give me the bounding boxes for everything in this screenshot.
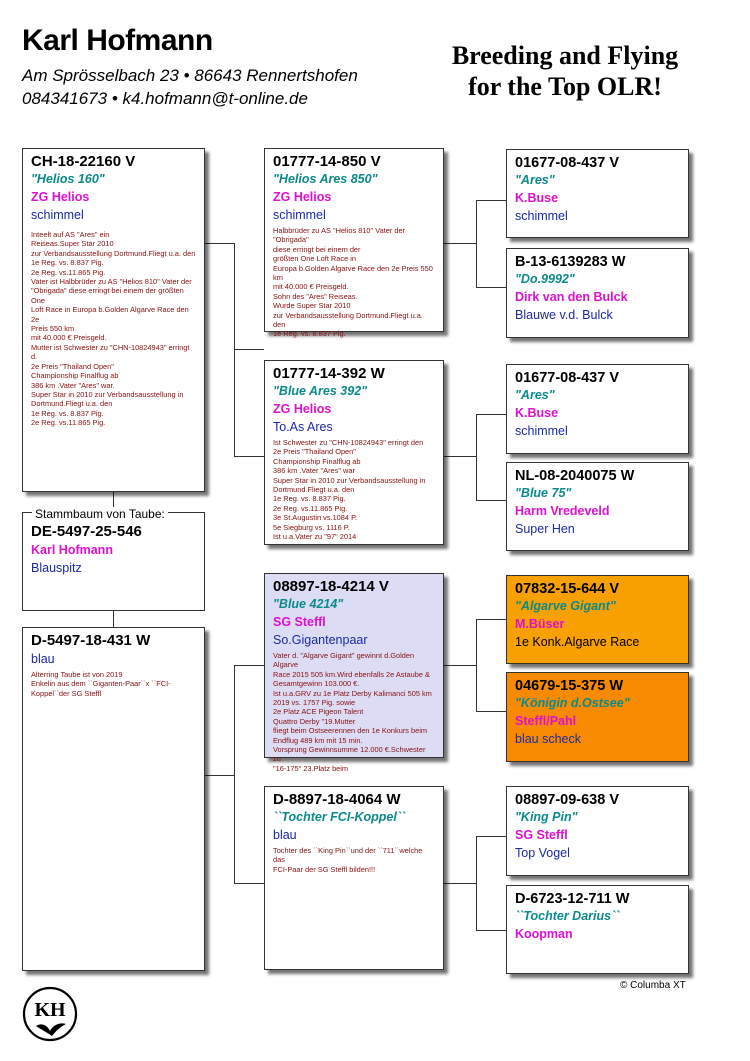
ffm-card[interactable] — [506, 248, 689, 338]
connector — [234, 665, 235, 884]
connector — [444, 243, 477, 244]
mmf-ring: 08897-09-638 V — [515, 792, 619, 808]
father-info: Inteelt auf AS "Ares" ein Reiseas.Super Star 2010 zur Verbandsausstellung Dortmund.Fliegt u.a. den 1e Reg. vs. 8.837 Pig. 2e Reg. vs.11.865 Pig. Vater ist Halbbrüder zu AS "Helios 810" Vater der "Obrigada" diese erringt bei einem der größten One Loft Race in Europa b.Golden Algarve Race den 2e Preis 550 km mit 40.000 € Preisgeld. Mutter ist Schwester zu "CHN-10824943" erringt d. 2e Preis "Thailand Open" Championship Finalflug ab 386 km .Vater "Ares" war. Super Star in 2010 zur Verbandsausstellung in Dortmund.Fliegt u.a. den 1e Reg. vs. 8.837 Pig. 2e Reg. vs.11.865 Pig. — [31, 230, 196, 428]
fm-color: To.As Ares — [273, 420, 333, 434]
mf-ring: 08897-18-4214 V — [273, 578, 389, 595]
mf-breeder: SG Steffl — [273, 615, 326, 629]
subject-color: Blauspitz — [31, 561, 82, 575]
mff-color: 1e Konk.Algarve Race — [515, 635, 640, 649]
fmm-ring: NL-08-2040075 W — [515, 468, 635, 484]
fff-breeder: K.Buse — [515, 191, 559, 205]
fmf-card[interactable] — [506, 364, 689, 454]
owner-name: Karl Hofmann — [22, 24, 213, 57]
mmm-ring: D-6723-12-711 W — [515, 891, 630, 907]
connector — [234, 243, 235, 457]
connector — [476, 414, 477, 501]
mfm-color: blau scheck — [515, 732, 582, 746]
fmf-color: schimmel — [515, 424, 568, 438]
ffm-ring: B-13-6139283 W — [515, 254, 626, 270]
logo-text: KH — [34, 999, 66, 1021]
owner-address: Am Sprösselbach 23 • 86643 Rennertshofen — [22, 66, 358, 85]
mother-card[interactable] — [22, 627, 205, 971]
mmf-card[interactable] — [506, 786, 689, 876]
fmf-breeder: K.Buse — [515, 406, 559, 420]
mother-ring: D-5497-18-431 W — [31, 632, 151, 649]
mf-info: Vater d. "Algarve Gigant" gewinnt d.Golden Algarve Race 2015 505 km.Wird ebenfalls 2e Astaube & Gesamtgewinn 103.000 €. Ist u.a.GRV zu 1e Platz Derby Kalimanci 505 km 2019 vs. 1757 Pig. sowie 2e Platz ACE Pigeon Talent Quattro Derby "19.Mutter fliegt beim Ostseerennen den 1e Konkurs beim Endflug 489 km mit 15 min. Vorsprung Gewinnsumme 12.000 €.Schwester zu "16-175" 23.Platz beim — [273, 651, 432, 773]
connector — [234, 349, 264, 350]
ffm-color: Blauwe v.d. Bulck — [515, 308, 613, 322]
mf-color: So.Gigantenpaar — [273, 633, 368, 647]
connector — [476, 619, 506, 620]
connector — [476, 200, 506, 201]
mmm-card[interactable] — [506, 885, 689, 974]
ff-name: "Helios Ares 850" — [273, 172, 378, 186]
fmm-card[interactable] — [506, 462, 689, 551]
ff-card[interactable] — [264, 148, 444, 339]
ff-breeder: ZG Helios — [273, 190, 332, 204]
father-card[interactable] — [22, 148, 205, 492]
mmm-name: ``Tochter Darius`` — [515, 909, 620, 923]
connector — [476, 200, 477, 288]
mff-breeder: M.Büser — [515, 617, 565, 631]
fff-color: schimmel — [515, 209, 568, 223]
fff-card[interactable] — [506, 149, 689, 238]
fmm-breeder: Harm Vredeveld — [515, 504, 610, 518]
connector — [234, 883, 264, 884]
mm-card[interactable] — [264, 786, 444, 970]
kh-logo-icon — [22, 986, 78, 1042]
mother-color: blau — [31, 652, 55, 666]
father-breeder: ZG Helios — [31, 190, 90, 204]
mmm-breeder: Koopman — [515, 927, 573, 941]
mmf-name: "King Pin" — [515, 810, 578, 824]
slogan-line-2: for the Top OLR! — [468, 72, 662, 101]
mfm-card[interactable] — [506, 672, 689, 762]
mother-info: Alterring Taube ist von 2019 Enkelin aus dem ``Giganten-Paar``x ``FCI- Koppel``der SG Steffl — [31, 670, 171, 698]
slogan-line-1: Breeding and Flying — [451, 41, 679, 70]
ffm-name: "Do.9992" — [515, 272, 575, 286]
fm-card[interactable] — [264, 360, 444, 545]
connector — [234, 665, 264, 666]
fmf-ring: 01677-08-437 V — [515, 370, 619, 386]
connector — [476, 619, 477, 712]
connector — [476, 287, 506, 288]
copyright: © Columba XT — [620, 980, 686, 991]
mff-card[interactable] — [506, 575, 689, 664]
owner-contact: 084341673 • k4.hofmann@t-online.de — [22, 89, 308, 108]
fff-ring: 01677-08-437 V — [515, 155, 619, 171]
fmm-name: "Blue 75" — [515, 486, 572, 500]
connector — [476, 930, 506, 931]
fff-name: "Ares" — [515, 173, 555, 187]
mm-info: Tochter des ``King Pin``und der ``711``welche das FCI-Paar der SG Steffl bilden!!! — [273, 846, 423, 874]
father-color: schimmel — [31, 208, 84, 222]
subject-label: Stammbaum von Taube: — [32, 507, 168, 521]
connector — [205, 243, 235, 244]
mfm-name: "Königin d.Ostsee" — [515, 696, 630, 710]
fm-name: "Blue Ares 392" — [273, 384, 368, 398]
slogan — [430, 40, 700, 102]
connector — [444, 456, 477, 457]
fm-ring: 01777-14-392 W — [273, 365, 385, 382]
mf-name: "Blue 4214" — [273, 597, 344, 611]
ffm-breeder: Dirk van den Bulck — [515, 290, 628, 304]
ff-info: Halbbrüder zu AS "Helios 810" Vater der "Obrigada" diese erringt bei einem der größten One Loft Race in Europa b.Golden Algarve Race den 2e Preis 550 km mit 40.000 € Preisgeld. Sohn des "Ares" Reiseas. Wurde Super Star 2010 zur Verbandsausstellung Dortmund.Fliegt u.a. den 1e Reg. vs. 8.837 Pig. — [273, 226, 433, 339]
connector — [476, 414, 506, 415]
connector — [476, 711, 506, 712]
connector — [476, 836, 506, 837]
connector — [113, 611, 114, 627]
fm-info: Ist Schwester zu "CHN-10824943" erringt den 2e Preis "Thailand Open" Championship Finalflug ab 386 km .Vater "Ares" war Super Star in 2010 zur Verbandsausstellung in Dortmund.Fliegt u.a. den 1e Reg. vs. 8.837 Pig. 2e Reg. vs.11.865 Pig. 3e St.Augustin vs.1084 P. 5e Siegburg vs. 1116 P. Ist u.a.Vater zu "97" 2014 — [273, 438, 426, 542]
connector — [444, 883, 477, 884]
ff-color: schimmel — [273, 208, 326, 222]
mm-ring: D-8897-18-4064 W — [273, 791, 401, 808]
connector — [444, 665, 477, 666]
mf-card[interactable] — [264, 573, 444, 773]
ff-ring: 01777-14-850 V — [273, 153, 381, 170]
connector — [476, 500, 506, 501]
mm-name: ``Tochter FCI-Koppel`` — [273, 810, 406, 824]
connector — [234, 456, 264, 457]
mmf-color: Top Vogel — [515, 846, 570, 860]
fmf-name: "Ares" — [515, 388, 555, 402]
mff-ring: 07832-15-644 V — [515, 581, 619, 597]
subject-card[interactable] — [22, 512, 205, 611]
connector — [476, 836, 477, 931]
father-ring: CH-18-22160 V — [31, 153, 136, 170]
father-name: "Helios 160" — [31, 172, 105, 186]
subject-breeder: Karl Hofmann — [31, 543, 113, 557]
connector — [205, 775, 235, 776]
mfm-ring: 04679-15-375 W — [515, 678, 624, 694]
mfm-breeder: Steffl/Pahl — [515, 714, 577, 728]
subject-ring: DE-5497-25-546 — [31, 523, 142, 540]
mff-name: "Algarve Gigant" — [515, 599, 616, 613]
fm-breeder: ZG Helios — [273, 402, 332, 416]
mmf-breeder: SG Steffl — [515, 828, 568, 842]
fmm-color: Super Hen — [515, 522, 575, 536]
mm-color: blau — [273, 828, 297, 842]
